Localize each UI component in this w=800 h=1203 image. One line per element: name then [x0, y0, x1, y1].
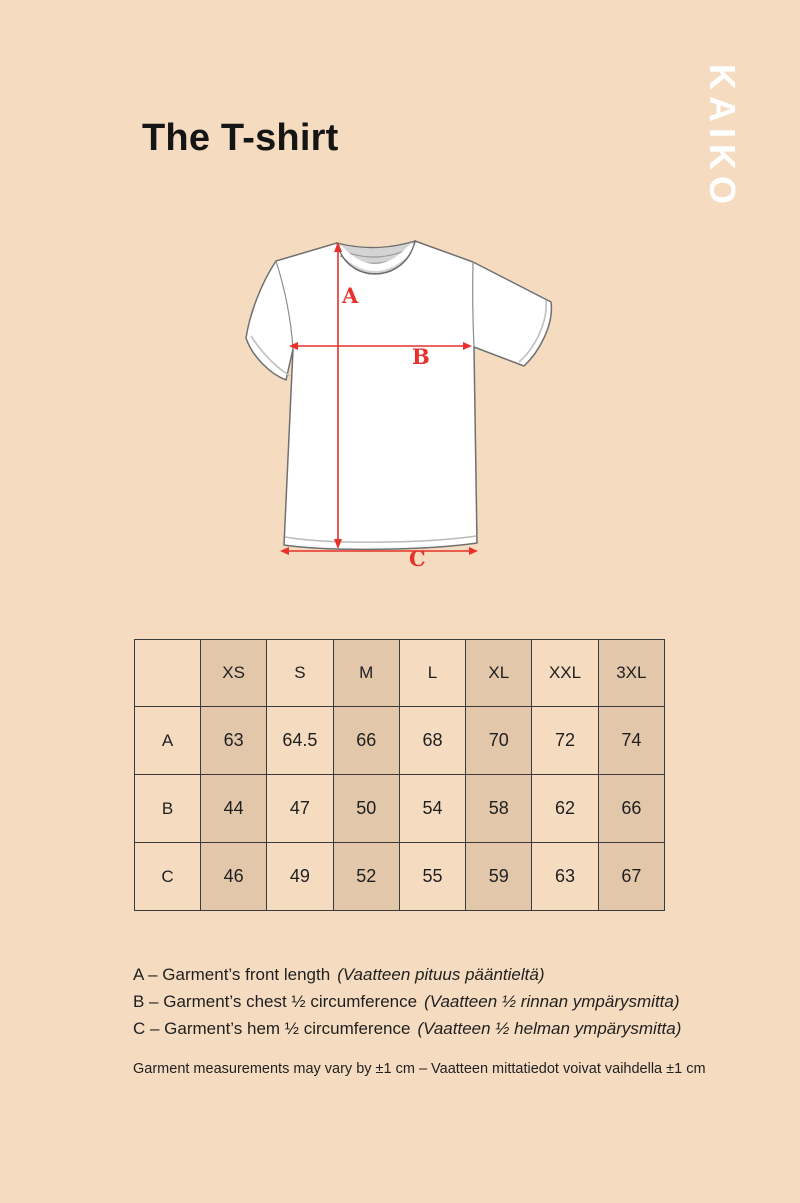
measurement-cell: 46: [201, 843, 267, 911]
row-label: B: [135, 775, 201, 843]
size-column-header: L: [399, 640, 465, 707]
tshirt-illustration: [246, 241, 551, 549]
measurement-cell: 50: [333, 775, 399, 843]
size-column-header: XXL: [532, 640, 598, 707]
measurement-cell: 52: [333, 843, 399, 911]
measurement-cell: 74: [598, 707, 664, 775]
legend-translation: (Vaatteen ½ rinnan ympärysmitta): [424, 992, 680, 1011]
legend-text: C – Garment’s hem ½ circumference: [133, 1019, 411, 1038]
measurement-cell: 66: [598, 775, 664, 843]
legend-translation: (Vaatteen ½ helman ympärysmitta): [417, 1019, 682, 1038]
size-column-header: 3XL: [598, 640, 664, 707]
tshirt-diagram: [220, 225, 600, 600]
measure-label-c: C: [409, 546, 426, 571]
legend-line-c: [133, 1015, 681, 1042]
measurement-legend: [133, 961, 681, 1042]
table-row: [135, 707, 665, 775]
size-table-corner-cell: [135, 640, 201, 707]
brand-logo: [704, 64, 744, 216]
legend-line-b: [133, 988, 681, 1015]
brand-logo-text: KAIKO: [702, 64, 743, 210]
size-column-header: M: [333, 640, 399, 707]
measurement-cell: 49: [267, 843, 333, 911]
size-table: [134, 639, 665, 911]
tshirt-body: [246, 241, 551, 549]
measurement-cell: 64.5: [267, 707, 333, 775]
measurement-cell: 67: [598, 843, 664, 911]
measurement-cell: 62: [532, 775, 598, 843]
size-column-header: XS: [201, 640, 267, 707]
measurement-cell: 63: [532, 843, 598, 911]
measure-label-a: A: [342, 283, 359, 308]
size-table-header-row: [135, 640, 665, 707]
size-column-header: S: [267, 640, 333, 707]
table-row: [135, 775, 665, 843]
measurement-cell: 54: [399, 775, 465, 843]
page-title: The T-shirt: [142, 117, 339, 159]
legend-text: A – Garment’s front length: [133, 965, 331, 984]
legend-line-a: [133, 961, 681, 988]
row-label: A: [135, 707, 201, 775]
measure-label-b: B: [412, 344, 430, 369]
measurement-cell: 70: [466, 707, 532, 775]
measurement-cell: 59: [466, 843, 532, 911]
legend-translation: (Vaatteen pituus pääntieltä): [337, 965, 545, 984]
size-column-header: XL: [466, 640, 532, 707]
measurement-cell: 66: [333, 707, 399, 775]
measurement-cell: 55: [399, 843, 465, 911]
measurement-cell: 47: [267, 775, 333, 843]
table-row: [135, 843, 665, 911]
row-label: C: [135, 843, 201, 911]
measurement-cell: 72: [532, 707, 598, 775]
measurement-cell: 68: [399, 707, 465, 775]
measurement-cell: 58: [466, 775, 532, 843]
disclaimer-text: Garment measurements may vary by ±1 cm – Vaatteen mittatiedot voivat vaihdella ±1 cm: [133, 1061, 706, 1077]
measurement-cell: 63: [201, 707, 267, 775]
legend-text: B – Garment’s chest ½ circumference: [133, 992, 418, 1011]
measurement-cell: 44: [201, 775, 267, 843]
